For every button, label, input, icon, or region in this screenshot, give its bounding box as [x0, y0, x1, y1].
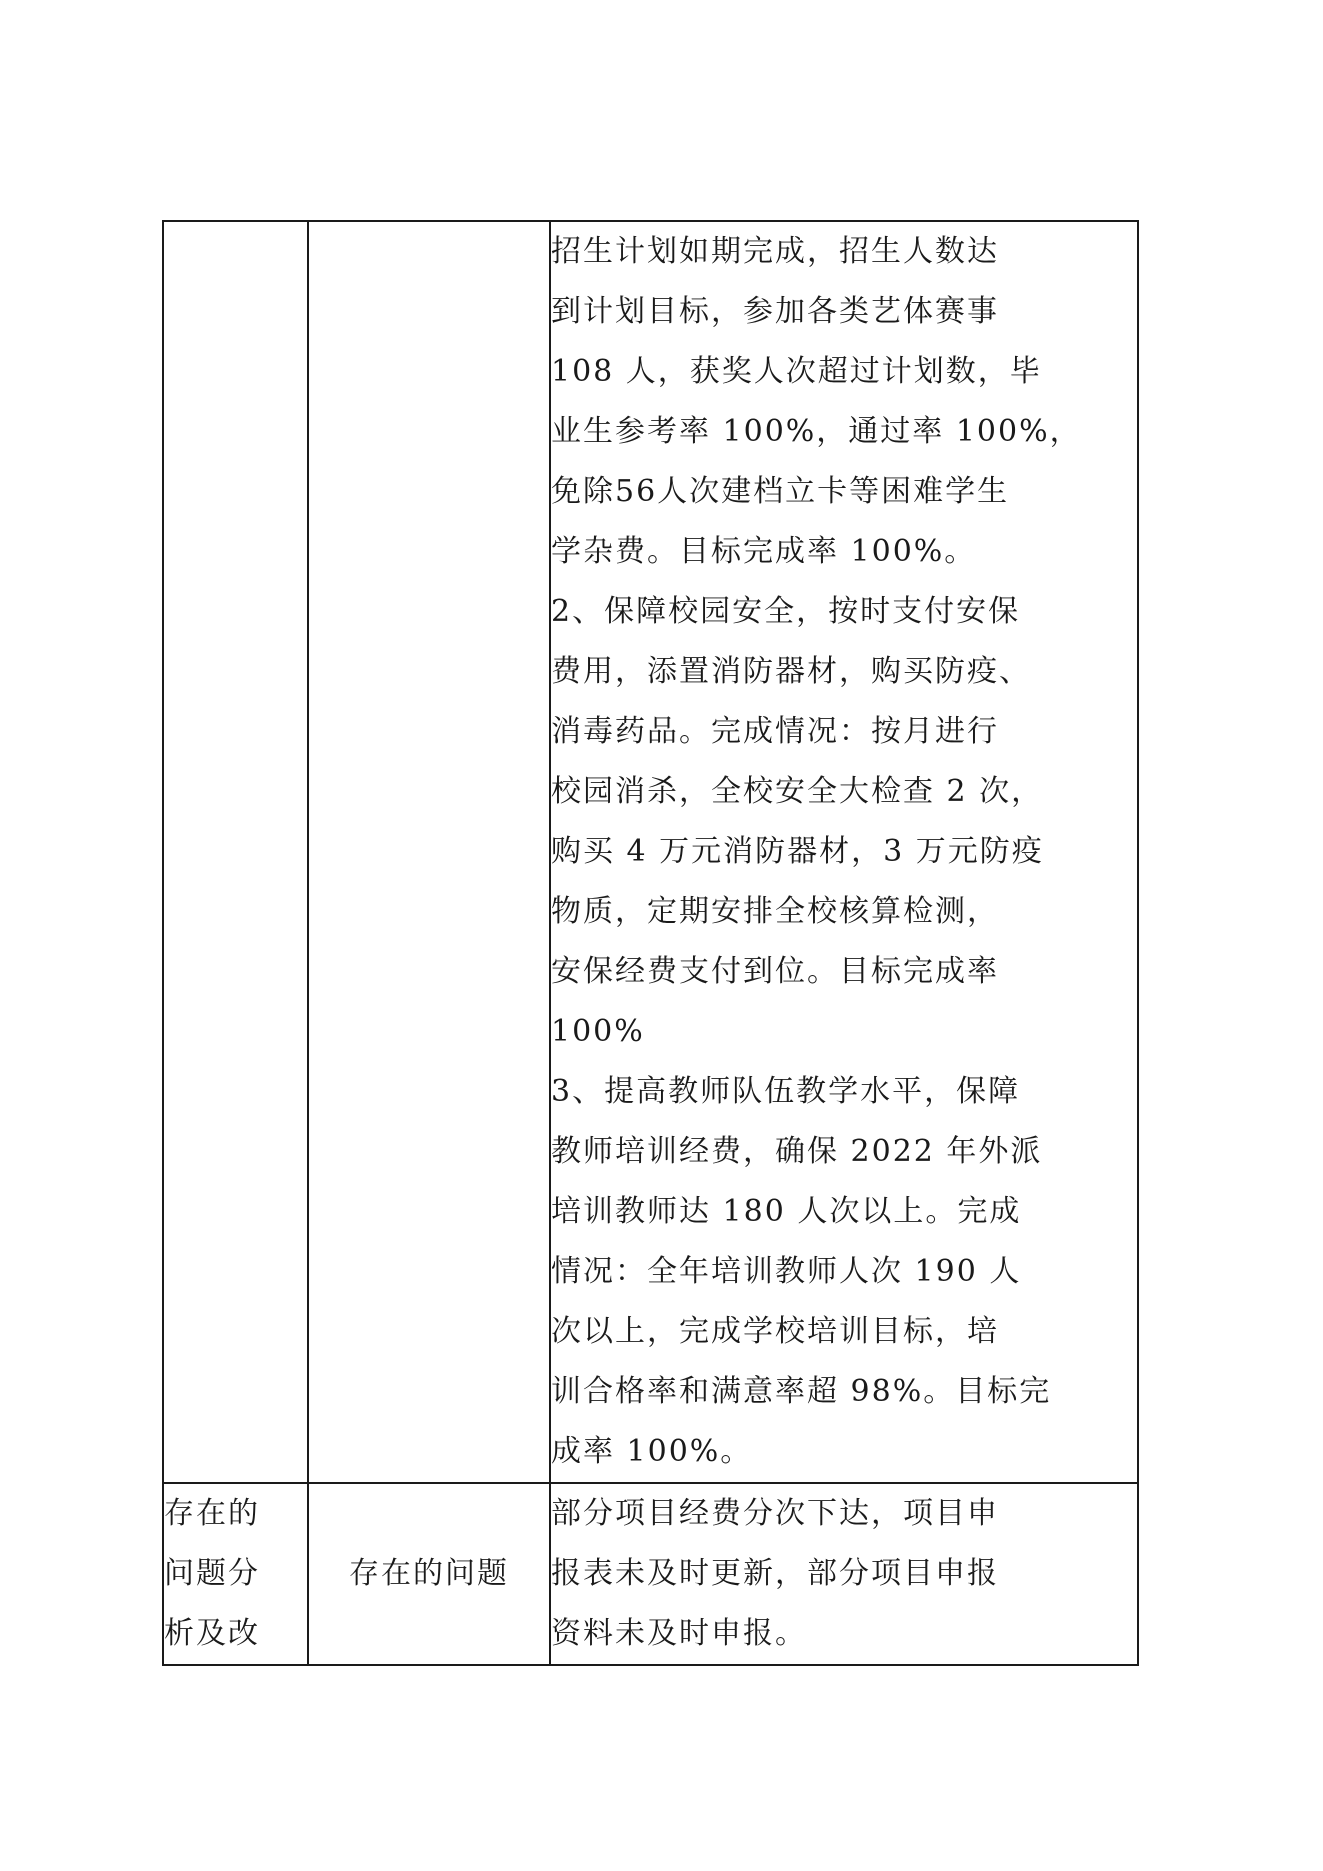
content-line: 3、提高教师队伍教学水平，保障 — [551, 1074, 1021, 1109]
row1-col2-cell — [308, 221, 550, 1483]
content-line: 业生参考率 100%，通过率 100%， — [551, 414, 1082, 449]
item-label: 存在的问题 — [349, 1556, 509, 1591]
section-label-cell — [163, 1483, 308, 1665]
content-line: 2、保障校园安全，按时支付安保 — [551, 594, 1021, 629]
content-line: 100% — [551, 1014, 645, 1049]
table-row — [163, 221, 1138, 1483]
content-line: 安保经费支付到位。目标完成率 — [551, 954, 999, 989]
section-label-line: 存在的 — [164, 1496, 260, 1531]
item-label-cell — [308, 1483, 550, 1665]
problem-content-cell — [550, 1483, 1138, 1665]
content-line: 情况：全年培训教师人次 190 人 — [551, 1254, 1022, 1289]
content-line: 训合格率和满意率超 98%。目标完 — [551, 1374, 1052, 1409]
content-line: 费用，添置消防器材，购买防疫、 — [551, 654, 1031, 689]
content-line: 成率 100%。 — [551, 1434, 753, 1469]
content-line: 108 人，获奖人次超过计划数，毕 — [551, 354, 1042, 389]
content-line: 部分项目经费分次下达，项目申 — [551, 1496, 999, 1531]
content-line: 校园消杀，全校安全大检查 2 次， — [551, 774, 1044, 809]
content-line: 次以上，完成学校培训目标，培 — [551, 1314, 999, 1349]
row1-content-cell — [550, 221, 1138, 1483]
content-line: 学杂费。目标完成率 100%。 — [551, 534, 977, 569]
content-line: 招生计划如期完成，招生人数达 — [551, 234, 999, 269]
row1-col1-cell — [163, 221, 308, 1483]
content-line: 消毒药品。完成情况：按月进行 — [551, 714, 999, 749]
document-table — [162, 220, 1139, 1666]
table-row — [163, 1483, 1138, 1665]
section-label-line: 析及改 — [164, 1616, 260, 1651]
content-line: 物质，定期安排全校核算检测， — [551, 894, 999, 929]
content-line: 购买 4 万元消防器材，3 万元防疫 — [551, 834, 1044, 869]
section-label-line: 问题分 — [164, 1556, 260, 1591]
content-line: 培训教师达 180 人次以上。完成 — [551, 1194, 1022, 1229]
content-line: 报表未及时更新，部分项目申报 — [551, 1556, 999, 1591]
content-line: 到计划目标，参加各类艺体赛事 — [551, 294, 999, 329]
content-line: 资料未及时申报。 — [551, 1616, 807, 1651]
content-line: 免除56人次建档立卡等困难学生 — [551, 474, 1010, 509]
content-line: 教师培训经费，确保 2022 年外派 — [551, 1134, 1043, 1169]
